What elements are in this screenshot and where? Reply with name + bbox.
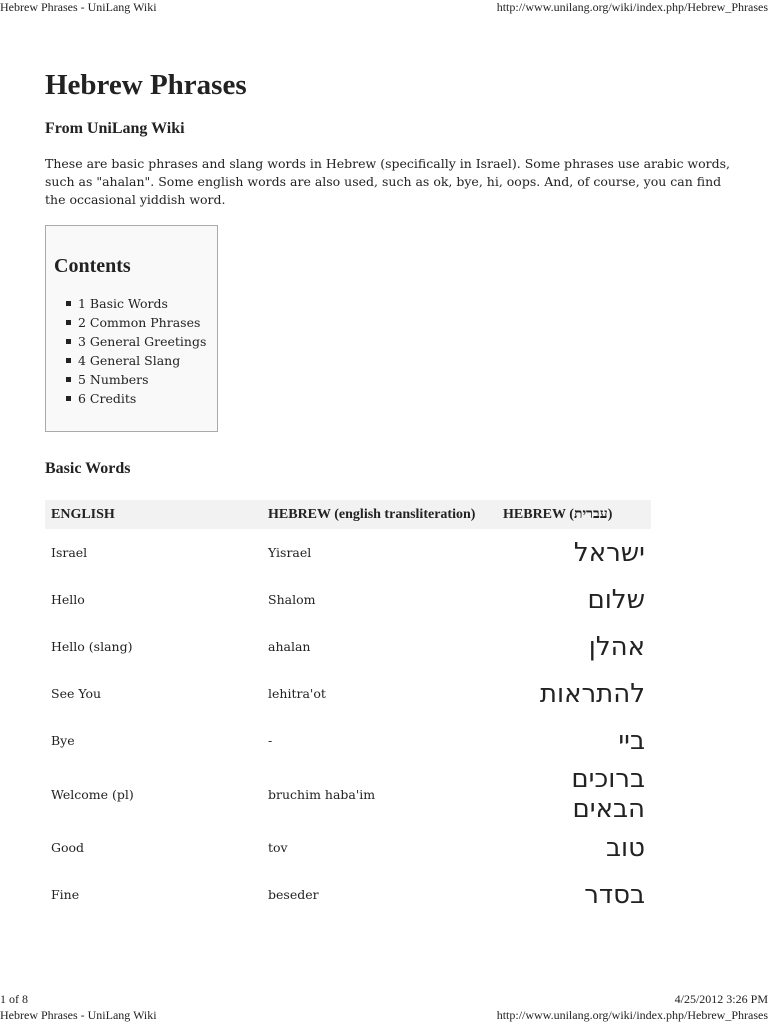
- cell-translit: Yisrael: [268, 545, 312, 560]
- cell-english: Hello: [51, 592, 85, 607]
- print-footer-title: Hebrew Phrases - UniLang Wiki: [0, 1008, 157, 1022]
- cell-english: Bye: [51, 733, 75, 748]
- cell-translit: ahalan: [268, 639, 311, 654]
- toc-item-numbers[interactable]: 5 Numbers: [78, 370, 209, 389]
- article: [45, 60, 735, 918]
- cell-english: Good: [51, 840, 85, 855]
- table-row: [45, 824, 651, 871]
- section-heading-basic-words: Basic Words: [45, 460, 131, 477]
- table-row: [45, 529, 651, 576]
- column-header-english: ENGLISH: [45, 500, 262, 529]
- column-header-hebrew: HEBREW (עברית): [497, 500, 651, 529]
- print-header-url: http://www.unilang.org/wiki/index.php/Hebrew_Phrases: [496, 0, 768, 14]
- cell-hebrew: אהלן: [588, 631, 645, 662]
- table-row: [45, 670, 651, 717]
- toc-item-common-phrases[interactable]: 2 Common Phrases: [78, 313, 209, 332]
- table-row: [45, 717, 651, 764]
- cell-hebrew: ביי: [618, 725, 645, 756]
- cell-hebrew: ברוכים הבאים: [571, 764, 645, 824]
- cell-english: Fine: [51, 887, 80, 902]
- cell-hebrew: להתראות: [539, 678, 645, 709]
- print-footer: [0, 992, 768, 1024]
- cell-translit: bruchim haba'im: [268, 786, 376, 802]
- cell-english: See You: [51, 686, 102, 701]
- page-subtitle: From UniLang Wiki: [45, 120, 185, 137]
- cell-english: Israel: [51, 545, 88, 560]
- toc-item-general-slang[interactable]: 4 General Slang: [78, 351, 209, 370]
- cell-hebrew: בסדר: [584, 879, 645, 910]
- intro-paragraph: These are basic phrases and slang words in Hebrew (specifically in Israel). Some phrases use arabic words, such as "ahalan". Some english words are also used, such as ok, bye, hi, oops. And, of course, you can find the occasional yiddish word.: [45, 156, 731, 207]
- print-header: [0, 0, 768, 16]
- table-row: [45, 623, 651, 670]
- print-datetime: 4/25/2012 3:26 PM: [674, 992, 768, 1006]
- cell-english: Hello (slang): [51, 639, 133, 654]
- cell-translit: beseder: [268, 887, 319, 902]
- cell-hebrew: שלום: [587, 584, 645, 615]
- cell-hebrew: ישראל: [573, 537, 645, 568]
- print-footer-url: http://www.unilang.org/wiki/index.php/Hebrew_Phrases: [496, 1008, 768, 1022]
- toc-item-credits[interactable]: 6 Credits: [78, 389, 209, 408]
- cell-translit: tov: [268, 840, 288, 855]
- cell-english: Welcome (pl): [51, 786, 134, 802]
- table-row: [45, 764, 651, 824]
- column-header-translit: HEBREW (english transliteration): [262, 500, 497, 529]
- cell-translit: -: [268, 733, 273, 748]
- cell-hebrew: טוב: [606, 832, 645, 863]
- page-counter: 1 of 8: [0, 992, 28, 1006]
- table-row: [45, 576, 651, 623]
- toc-list: [54, 294, 209, 408]
- cell-translit: Shalom: [268, 592, 316, 607]
- toc-title: Contents: [54, 255, 131, 277]
- print-header-title: Hebrew Phrases - UniLang Wiki: [0, 0, 157, 14]
- page-title: Hebrew Phrases: [45, 69, 247, 101]
- toc-item-general-greetings[interactable]: 3 General Greetings: [78, 332, 209, 351]
- table-row: [45, 871, 651, 918]
- basic-words-table: [45, 500, 651, 918]
- table-header-row: [45, 500, 651, 529]
- toc-item-basic-words[interactable]: 1 Basic Words: [78, 294, 209, 313]
- cell-translit: lehitra'ot: [268, 686, 326, 701]
- table-of-contents: [45, 225, 218, 432]
